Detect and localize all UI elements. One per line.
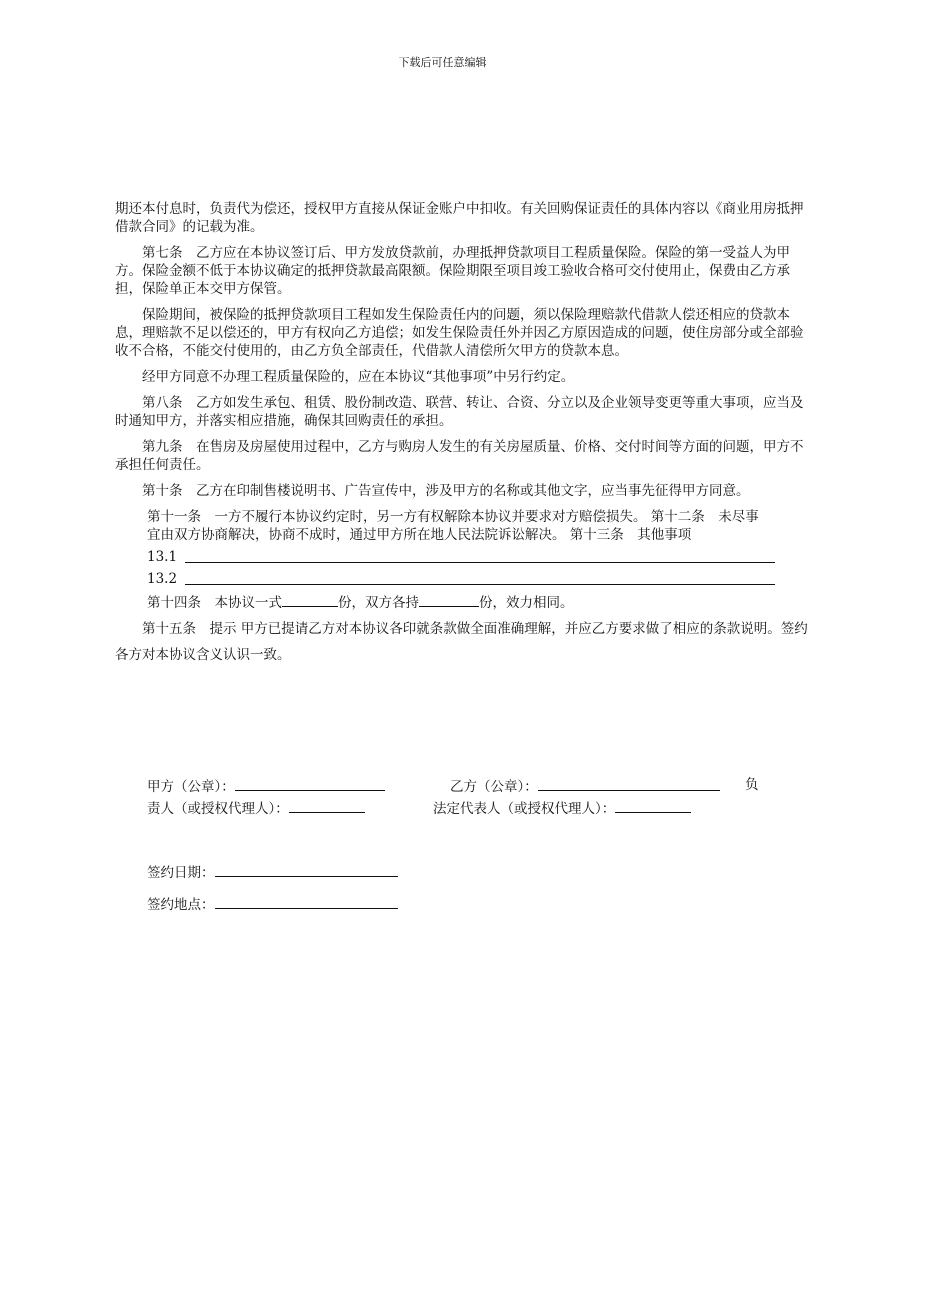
item-13-2-row [147, 570, 815, 592]
item-13-1-row [147, 548, 815, 570]
agreement-consensus: 各方对本协议含义认识一致。 [115, 647, 291, 663]
legal-rep-row [433, 798, 691, 818]
sign-date-blank[interactable] [215, 862, 398, 877]
paragraph-continuation: 期还本付息时，负责代为偿还，授权甲方直接从保证金账户中扣收。有关回购保证责任的具体内容以《商业用房抵押借款合同》的记载为准。 [115, 201, 804, 235]
party-b-label: 乙方（公章）： [450, 779, 538, 795]
article-8: 第八条 乙方如发生承包、租赁、股份制改造、联营、转让、合资、分立以及企业领导变更等重大事项，应当及时通知甲方，并落实相应措施，确保其回购责任的承担。 [115, 395, 804, 429]
legal-rep-blank[interactable] [615, 798, 691, 813]
item-13-2-label: 13.2 [147, 571, 178, 587]
article-15: 第十五条 提示 甲方已提请乙方对本协议各印就条款做全面准确理解，并应乙方要求做了相应的条款说明。签约 [142, 621, 808, 637]
sign-date-label: 签约日期： [147, 865, 215, 881]
copies-total-blank[interactable] [282, 592, 338, 607]
article-9: 第九条 在售房及房屋使用过程中，乙方与购房人发生的有关房屋质量、价格、交付时间等方面的问题，甲方不承担任何责任。 [115, 439, 804, 473]
sign-place-blank[interactable] [215, 894, 398, 909]
fu-char: 负 [745, 777, 759, 793]
copies-each-blank[interactable] [419, 592, 479, 607]
item-13-2-line[interactable] [185, 584, 775, 585]
legal-rep-label: 法定代表人（或授权代理人）： [433, 801, 616, 817]
insurance-period-paragraph: 保险期间，被保险的抵押贷款项目工程如发生保险责任内的问题，须以保险理赔款代借款人偿还相应的贷款本息，理赔款不足以偿还的，甲方有权向乙方追偿；如发生保险责任外并因乙方原因造成的问题，使住房部分或全部验收不合格，不能交付使用的，由乙方负全部责任，代借款人清偿所欠甲方的贷款本息。 [115, 307, 804, 359]
article-14 [147, 592, 815, 612]
sign-place-row [147, 894, 398, 914]
article-14-part-b: 份，双方各持 [338, 595, 419, 611]
party-a-seal-blank[interactable] [235, 776, 385, 791]
item-13-1-label: 13.1 [147, 549, 178, 565]
articles-11-13: 第十一条 一方不履行本协议约定时，另一方有权解除本协议并要求对方赔偿损失。 第十二条 未尽事宜由双方协商解决，协商不成时，通过甲方所在地人民法院诉讼解决。 第十三条 其他事项 [147, 509, 759, 543]
party-a-label: 甲方（公章）： [147, 779, 235, 795]
party-b-seal-blank[interactable] [538, 776, 720, 791]
responsible-row [147, 798, 365, 818]
header-note: 下载后可任意编辑 [398, 56, 487, 69]
article-10: 第十条 乙方在印制售楼说明书、广告宣传中，涉及甲方的名称或其他文字，应当事先征得甲方同意。 [142, 483, 750, 499]
sign-place-label: 签约地点： [147, 897, 215, 913]
responsible-blank[interactable] [289, 798, 365, 813]
contract-body [115, 200, 815, 672]
responsible-label: 责人（或授权代理人）： [147, 801, 289, 817]
party-a-seal-row [147, 776, 385, 796]
party-b-seal-row [450, 776, 720, 796]
item-13-1-line[interactable] [185, 562, 775, 563]
sign-date-row [147, 862, 398, 882]
article-14-part-a: 第十四条 本协议一式 [147, 595, 282, 611]
article-14-part-c: 份，效力相同。 [479, 595, 574, 611]
no-insurance-paragraph: 经甲方同意不办理工程质量保险的，应在本协议“其他事项”中另行约定。 [142, 369, 575, 385]
article-7: 第七条 乙方应在本协议签订后、甲方发放贷款前，办理抵押贷款项目工程质量保险。保险的第一受益人为甲方。保险金额不低于本协议确定的抵押贷款最高限额。保险期限至项目竣工验收合格可交付使用止，保费由乙方承担，保险单正本交甲方保管。 [115, 245, 790, 297]
